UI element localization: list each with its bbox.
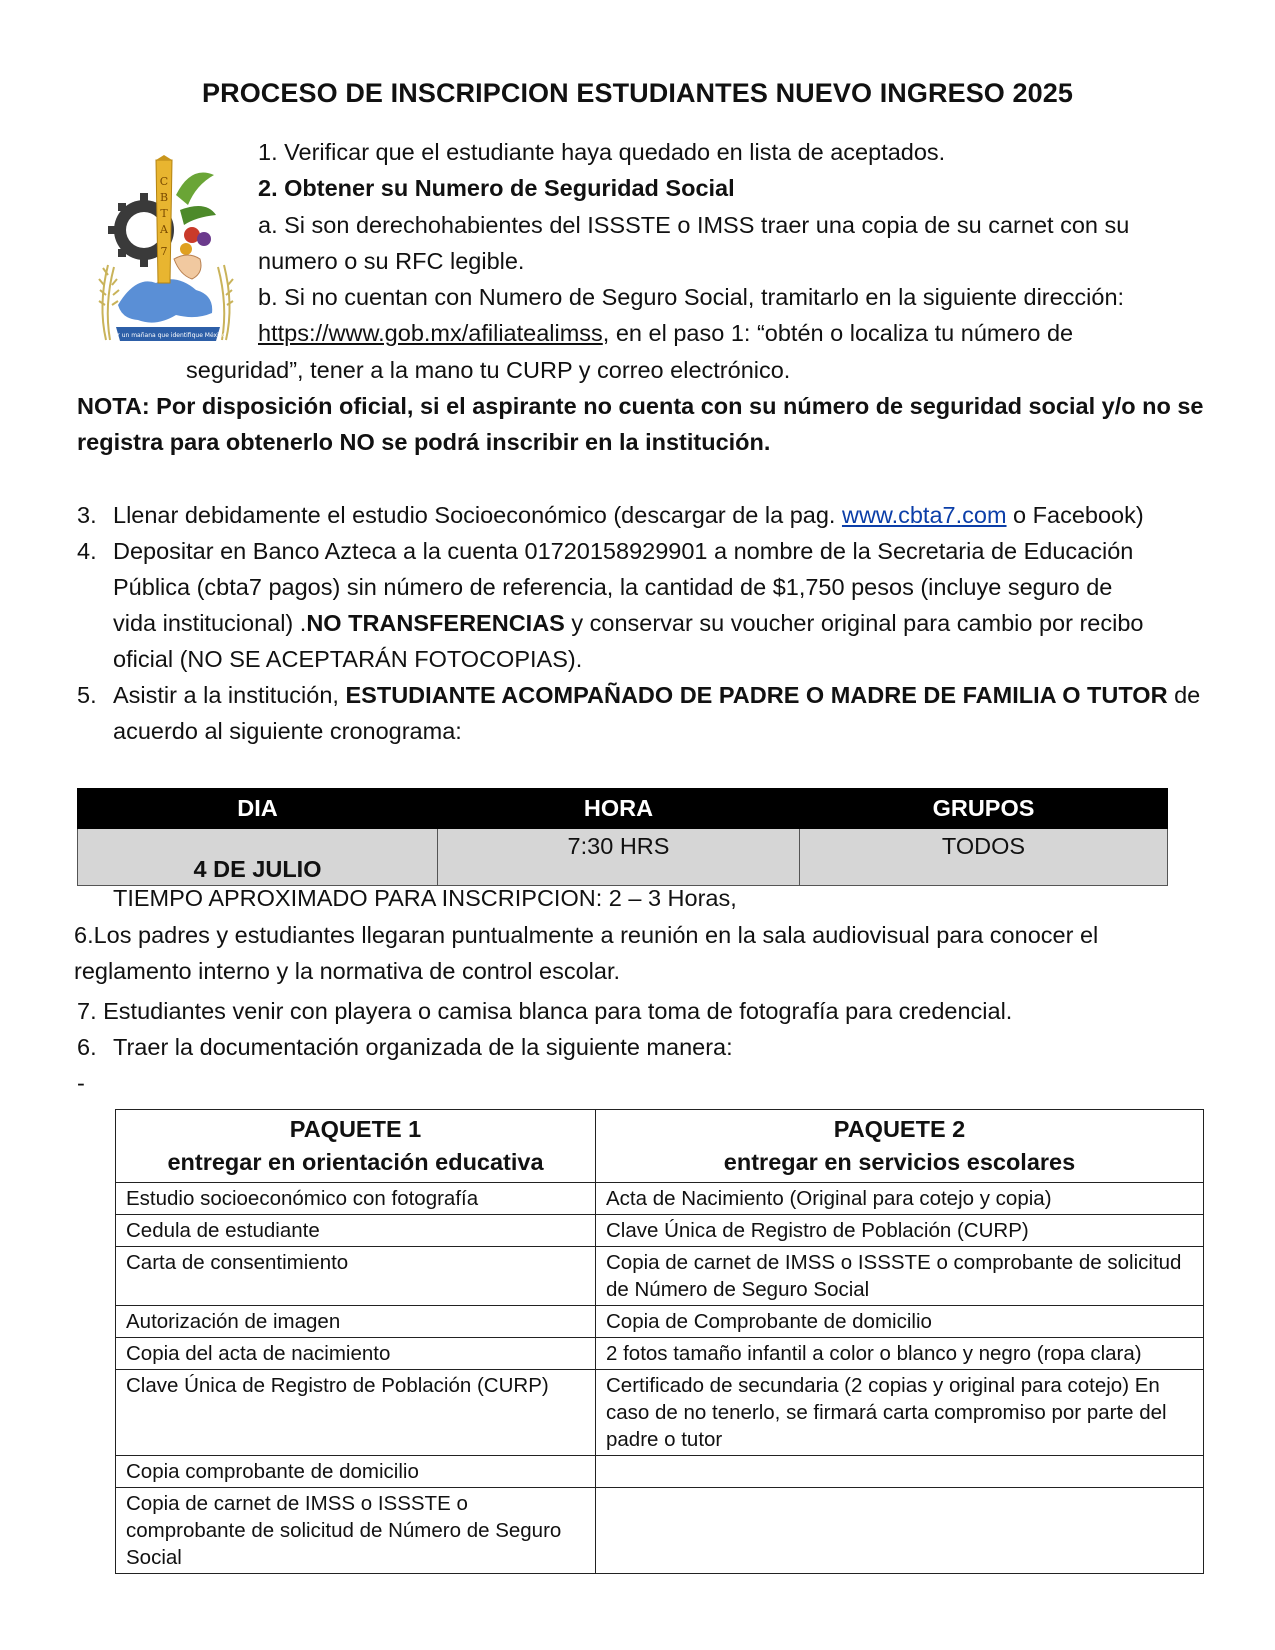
paquete-1-item: Estudio socioeconómico con fotografía: [116, 1183, 596, 1215]
step-2a-line-2: numero o su RFC legible.: [258, 248, 525, 274]
table-row: [116, 1488, 1204, 1574]
step-4-number: 4.: [77, 538, 97, 564]
paquete-2-item: Copia de carnet de IMSS o ISSSTE o comprobante de solicitud de Número de Seguro Social: [596, 1247, 1204, 1306]
paquete-1-item: Cedula de estudiante: [116, 1215, 596, 1247]
paquete-1-item: Clave Única de Registro de Población (CURP): [116, 1370, 596, 1456]
documents-header-row: [116, 1110, 1204, 1183]
step-4-line-1: Depositar en Banco Azteca a la cuenta 01720158929901 a nombre de la Secretaria de Educación: [113, 538, 1134, 564]
paquete-1-item: Autorización de imagen: [116, 1306, 596, 1338]
tiempo-text: TIEMPO APROXIMADO PARA INSCRIPCION: 2 – 3 Horas,: [113, 885, 737, 911]
step-5-line-2: acuerdo al siguiente cronograma:: [113, 718, 462, 744]
schedule-header-grupos: GRUPOS: [800, 789, 1168, 829]
nota-line-2: registra para obtenerlo NO se podrá inscribir en la institución.: [77, 429, 771, 455]
paquete-1-item: Carta de consentimiento: [116, 1247, 596, 1306]
step-6b-number: 6.: [77, 1034, 97, 1060]
paquete-1-header: PAQUETE 1 entregar en orientación educativa: [116, 1110, 596, 1183]
table-row: [116, 1306, 1204, 1338]
table-row: [116, 1370, 1204, 1456]
step-2-text: 2. Obtener su Numero de Seguridad Social: [258, 175, 735, 201]
nota-line-1: NOTA: Por disposición oficial, si el aspirante no cuenta con su número de seguridad social y/o no se: [77, 393, 1204, 419]
table-row: [116, 1338, 1204, 1370]
cbta7-link[interactable]: www.cbta7.com: [841, 502, 1007, 528]
step-7-text: 7. Estudiantes venir con playera o camisa blanca para toma de fotografía para credencial.: [77, 998, 1013, 1024]
paquete-2-item: Acta de Nacimiento (Original para cotejo y copia): [596, 1183, 1204, 1215]
documents-table: [115, 1109, 1204, 1574]
paquete-1-item: Copia del acta de nacimiento: [116, 1338, 596, 1370]
svg-text:Por un mañana que identifique: Por un mañana que identifique México: [110, 332, 226, 339]
step-6a-line-2: reglamento interno y la normativa de control escolar.: [74, 958, 621, 984]
step-2a-line-1: a. Si son derechohabientes del ISSSTE o IMSS traer una copia de su carnet con su: [258, 212, 1130, 238]
schedule-hour: 7:30 HRS: [438, 829, 800, 886]
step-4-line-3: vida institucional) .NO TRANSFERENCIAS y conservar su voucher original para cambio por recibo: [113, 610, 1144, 636]
schedule-header-row: [78, 789, 1168, 829]
paquete-2-item: Certificado de secundaria (2 copias y original para cotejo) En caso de no tenerlo, se firmará carta compromiso por parte del padre o tutor: [596, 1370, 1204, 1456]
schedule-day: 4 DE JULIO: [78, 829, 438, 886]
schedule-row: [78, 829, 1168, 886]
page-title: PROCESO DE INSCRIPCION ESTUDIANTES NUEVO INGRESO 2025: [202, 78, 1073, 108]
step-5-number: 5.: [77, 682, 97, 708]
schedule-header-hora: HORA: [438, 789, 800, 829]
table-row: [116, 1183, 1204, 1215]
svg-text:7: 7: [160, 245, 168, 258]
table-row: [116, 1456, 1204, 1488]
cbta7-logo: [96, 155, 236, 355]
table-row: [116, 1247, 1204, 1306]
step-6a-line-1: 6.Los padres y estudiantes llegaran puntualmente a reunión en la sala audiovisual para conocer el: [74, 922, 1099, 948]
paquete-2-item: 2 fotos tamaño infantil a color o blanco y negro (ropa clara): [596, 1338, 1204, 1370]
paquete-2-item: [596, 1488, 1204, 1574]
imss-link[interactable]: https://www.gob.mx/afiliatealimss: [258, 320, 603, 346]
schedule-groups: TODOS: [800, 829, 1168, 886]
step-2b-line-3: seguridad”, tener a la mano tu CURP y correo electrónico.: [186, 357, 791, 383]
step-4-line-2: Pública (cbta7 pagos) sin número de referencia, la cantidad de $1,750 pesos (incluye seguro de: [113, 574, 1113, 600]
paquete-2-item: Copia de Comprobante de domicilio: [596, 1306, 1204, 1338]
step-2b-line-2: https://www.gob.mx/afiliatealimss, en el paso 1: “obtén o localiza tu número de: [258, 320, 1074, 346]
step-1-text: 1. Verificar que el estudiante haya quedado en lista de aceptados.: [258, 139, 946, 165]
schedule-table: [77, 788, 1168, 886]
paquete-2-item: [596, 1456, 1204, 1488]
svg-text:T: T: [160, 207, 168, 220]
svg-text:B: B: [159, 191, 169, 204]
paquete-1-item: Copia comprobante de domicilio: [116, 1456, 596, 1488]
paquete-2-item: Clave Única de Registro de Población (CURP): [596, 1215, 1204, 1247]
paquete-2-header: PAQUETE 2 entregar en servicios escolares: [596, 1110, 1204, 1183]
dash-marker: -: [77, 1070, 85, 1096]
paquete-1-item: Copia de carnet de IMSS o ISSSTE o comprobante de solicitud de Número de Seguro Social: [116, 1488, 596, 1574]
step-4-line-4: oficial (NO SE ACEPTARÁN FOTOCOPIAS).: [113, 646, 583, 672]
svg-text:C: C: [159, 175, 169, 188]
table-row: [116, 1215, 1204, 1247]
step-3-text: Llenar debidamente el estudio Socioeconómico (descargar de la pag. www.cbta7.com o Facebook): [113, 502, 1144, 528]
schedule-header-dia: DIA: [78, 789, 438, 829]
svg-text:A: A: [160, 223, 168, 236]
step-3-number: 3.: [77, 502, 97, 528]
step-6b-text: Traer la documentación organizada de la siguiente manera:: [113, 1034, 733, 1060]
step-2b-line-1: b. Si no cuentan con Numero de Seguro Social, tramitarlo en la siguiente dirección:: [258, 284, 1125, 310]
step-5-line-1: Asistir a la institución, ESTUDIANTE ACOMPAÑADO DE PADRE O MADRE DE FAMILIA O TUTOR de: [113, 682, 1201, 708]
